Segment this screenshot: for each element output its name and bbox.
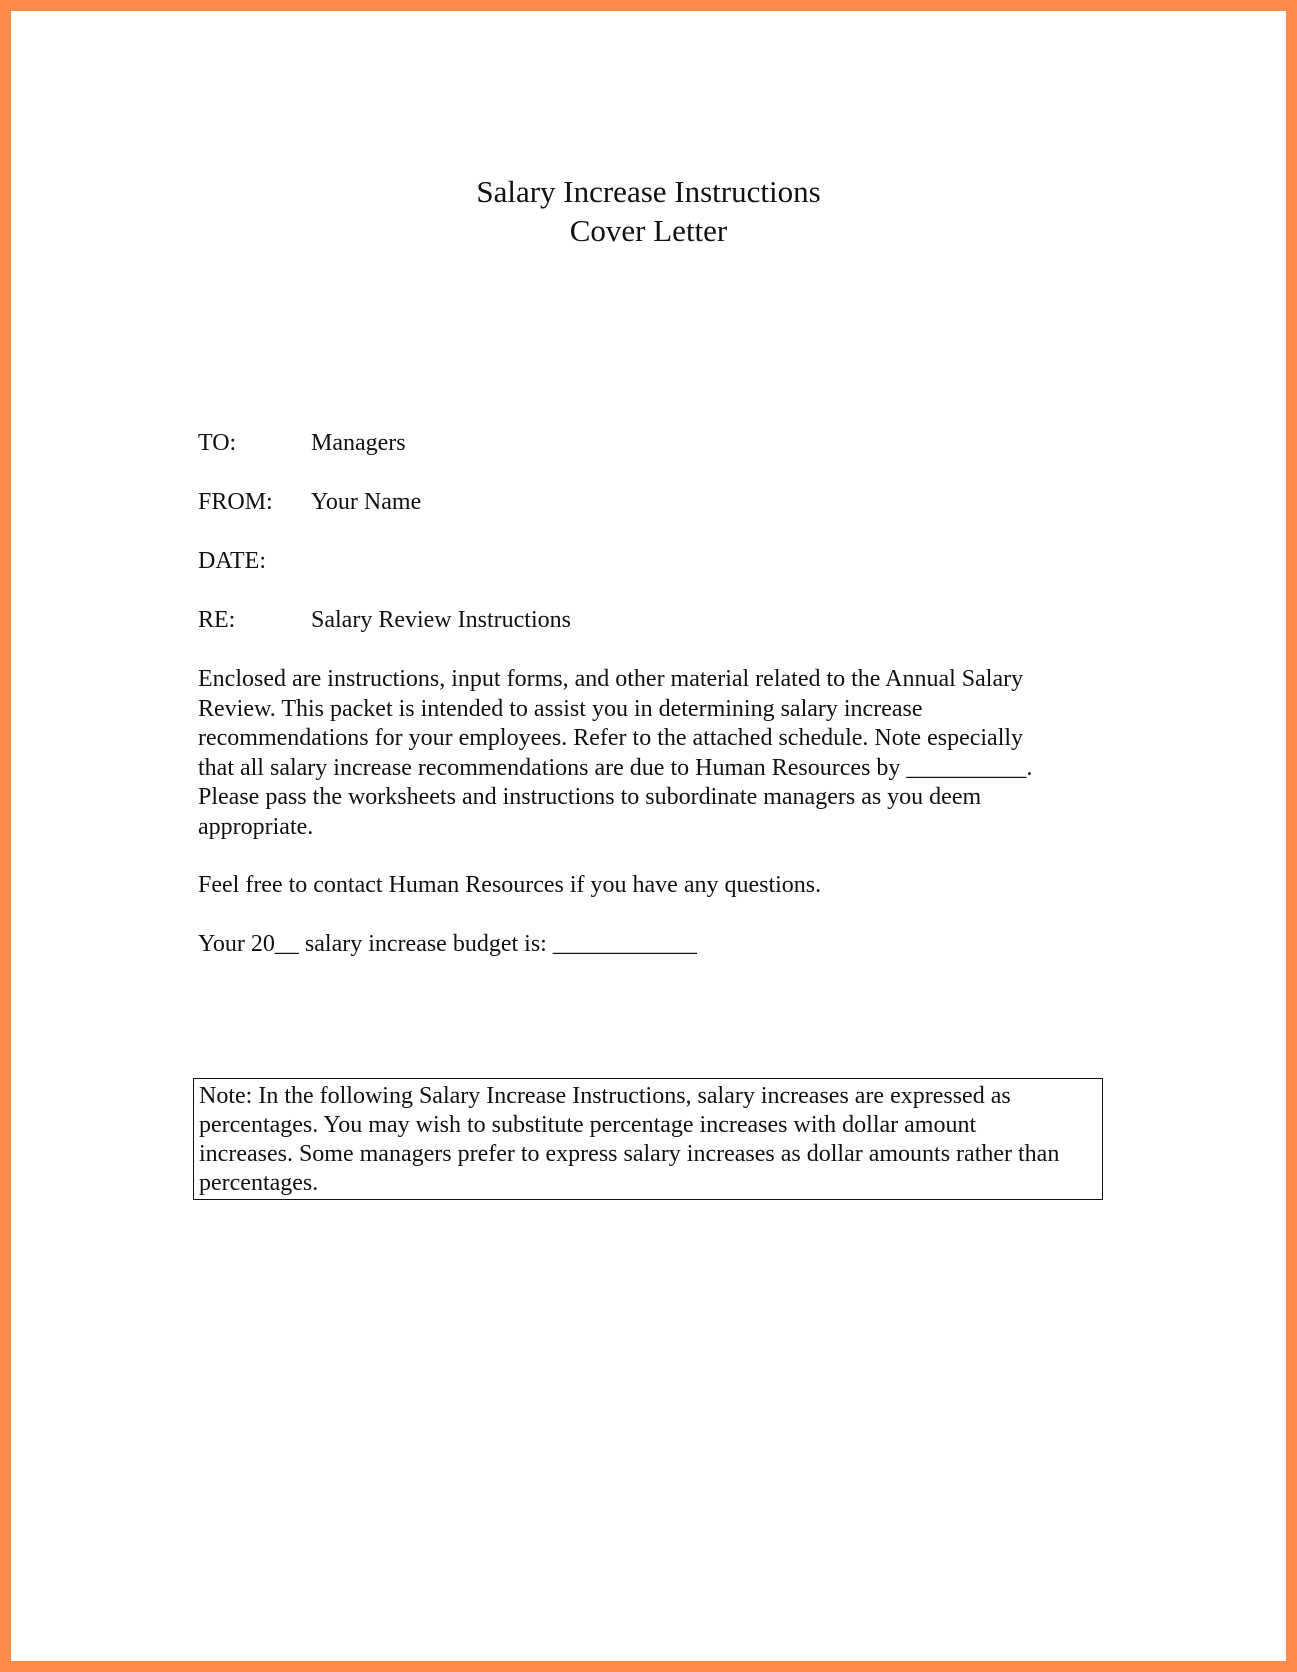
document-title <box>0 172 1297 250</box>
from-label: FROM: <box>198 489 273 515</box>
title-line-2: Cover Letter <box>569 213 728 248</box>
budget-line: Your 20__ salary increase budget is: ____________ <box>198 931 697 957</box>
paragraph-1-line: recommendations for your employees. Refer to the attached schedule. Note especially <box>198 725 1024 751</box>
to-value: Managers <box>311 430 406 456</box>
paragraph-1-line: appropriate. <box>198 813 314 840</box>
body-paragraph-2: Feel free to contact Human Resources if you have any questions. <box>198 872 822 898</box>
note-line: percentages. You may wish to substitute percentage increases with dollar amount <box>199 1112 977 1138</box>
re-value: Salary Review Instructions <box>311 607 571 633</box>
note-line: percentages. <box>199 1170 319 1196</box>
from-value: Your Name <box>311 489 422 515</box>
note-line: increases. Some managers prefer to express salary increases as dollar amounts rather than <box>199 1141 1060 1167</box>
note-box <box>193 1078 1103 1200</box>
date-label: DATE: <box>198 548 266 574</box>
to-label: TO: <box>198 430 237 456</box>
title-line-1: Salary Increase Instructions <box>476 174 821 209</box>
note-line: Note: In the following Salary Increase Instructions, salary increases are expressed as <box>199 1083 1011 1109</box>
body-paragraph-1 <box>198 665 1032 842</box>
paragraph-1-line: that all salary increase recommendations are due to Human Resources by __________. <box>198 754 1033 781</box>
paragraph-1-line: Please pass the worksheets and instructions to subordinate managers as you deem <box>198 784 982 810</box>
paragraph-1-line: Review. This packet is intended to assist you in determining salary increase <box>198 695 923 722</box>
re-label: RE: <box>198 607 236 633</box>
paragraph-1-line: Enclosed are instructions, input forms, and other material related to the Annual Salary <box>198 666 1024 692</box>
